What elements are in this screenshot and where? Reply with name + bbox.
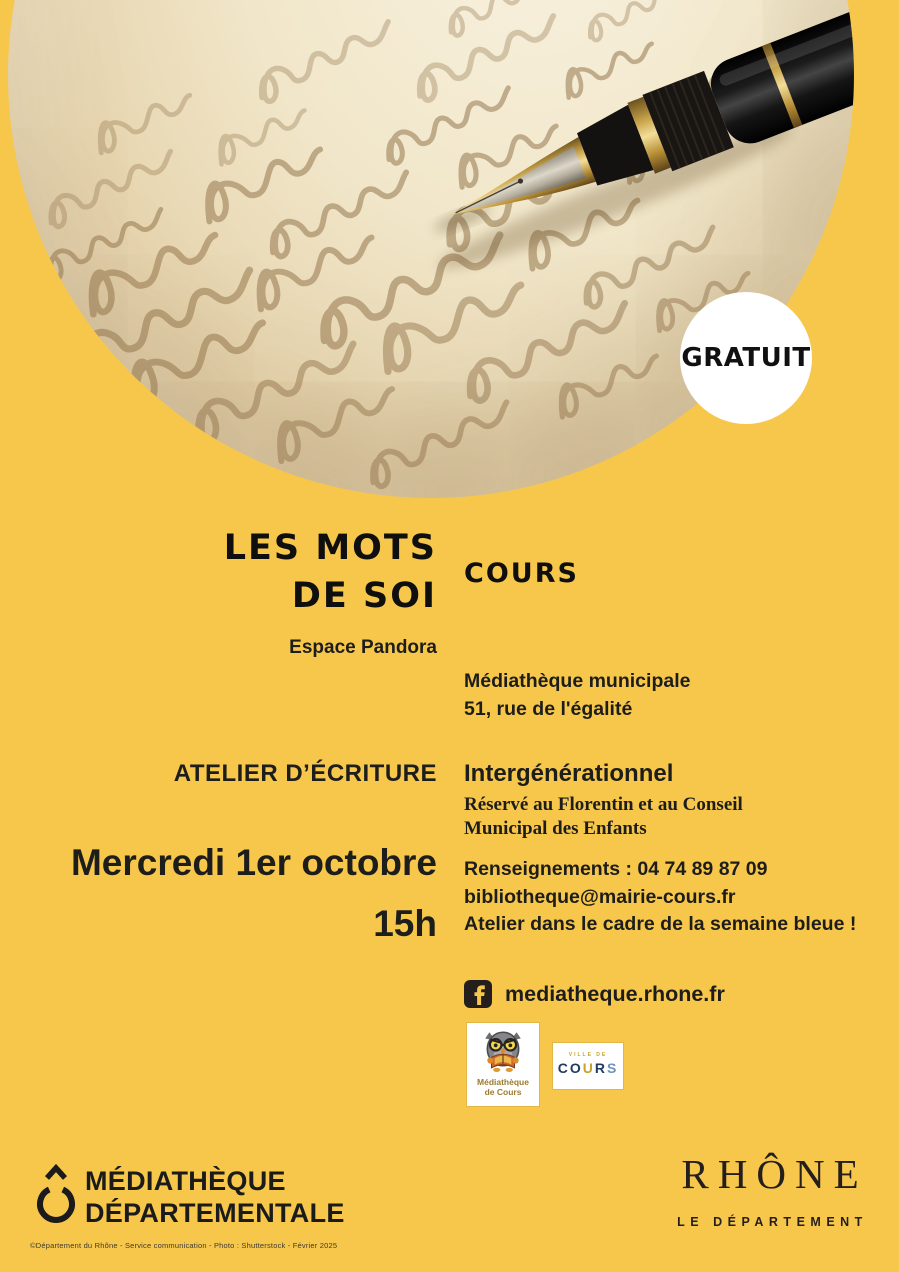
audience-title: Intergénérationnel xyxy=(464,760,674,787)
info-phone: Renseignements : 04 74 89 87 09 xyxy=(464,858,768,880)
fountain-pen xyxy=(406,0,854,283)
ville-de-cours-logo xyxy=(553,1043,623,1089)
facebook-row xyxy=(464,980,725,1008)
o-circumflex-icon xyxy=(33,1164,79,1228)
city-label: COURS xyxy=(464,558,579,589)
rhone-wordmark: RHÔNE xyxy=(681,1151,868,1197)
audience-note-line2: Municipal des Enfants xyxy=(464,817,647,839)
venue-name: Médiathèque municipale xyxy=(464,670,691,692)
info-block xyxy=(464,856,856,939)
ville-label: VILLE DE xyxy=(568,1052,608,1058)
organizer-label: Espace Pandora xyxy=(289,637,437,658)
ville-name: COURS xyxy=(557,1060,619,1076)
event-type-label: ATELIER D’ÉCRITURE xyxy=(173,760,437,787)
info-email: bibliotheque@mairie-cours.fr xyxy=(464,885,736,908)
gratuit-badge xyxy=(680,292,812,424)
mediatheque-departementale-text xyxy=(85,1165,345,1229)
md-line2: DÉPARTEMENTALE xyxy=(85,1198,345,1228)
md-line1: MÉDIATHÈQUE xyxy=(85,1166,286,1196)
owl-caption-line2: de Cours xyxy=(484,1086,522,1097)
audience-note xyxy=(464,793,743,840)
owl-caption-line1: Médiathèque xyxy=(477,1077,529,1087)
event-date: Mercredi 1er octobre xyxy=(70,842,437,883)
event-time: 15h xyxy=(373,903,437,944)
info-note: Atelier dans le cadre de la semaine bleue ! xyxy=(464,913,857,935)
facebook-icon xyxy=(464,980,492,1008)
credits-line: ©Département du Rhône - Service communication - Photo : Shutterstock - Février 2025 xyxy=(30,1241,338,1250)
mediatheque-de-cours-logo xyxy=(467,1023,539,1106)
rhone-logo xyxy=(665,1150,875,1229)
website-label: mediatheque.rhone.fr xyxy=(505,981,725,1006)
audience-note-line1: Réservé au Florentin et au Conseil xyxy=(464,794,743,815)
rhone-subtitle: LE DÉPARTEMENT xyxy=(677,1215,868,1229)
mediatheque-departementale-logo xyxy=(33,1164,79,1233)
venue-address: 51, rue de l'égalité xyxy=(464,697,633,720)
fountain-pen-illustration xyxy=(8,0,854,498)
photo-circle xyxy=(8,0,854,498)
event-title-line2: DE SOI xyxy=(291,576,437,616)
gratuit-label: GRATUIT xyxy=(681,343,811,373)
owl-icon xyxy=(481,1026,525,1072)
event-title-line1: LES MOTS xyxy=(223,528,437,568)
audience-block xyxy=(464,760,743,840)
venue-block xyxy=(464,668,690,723)
event-title xyxy=(224,524,437,620)
